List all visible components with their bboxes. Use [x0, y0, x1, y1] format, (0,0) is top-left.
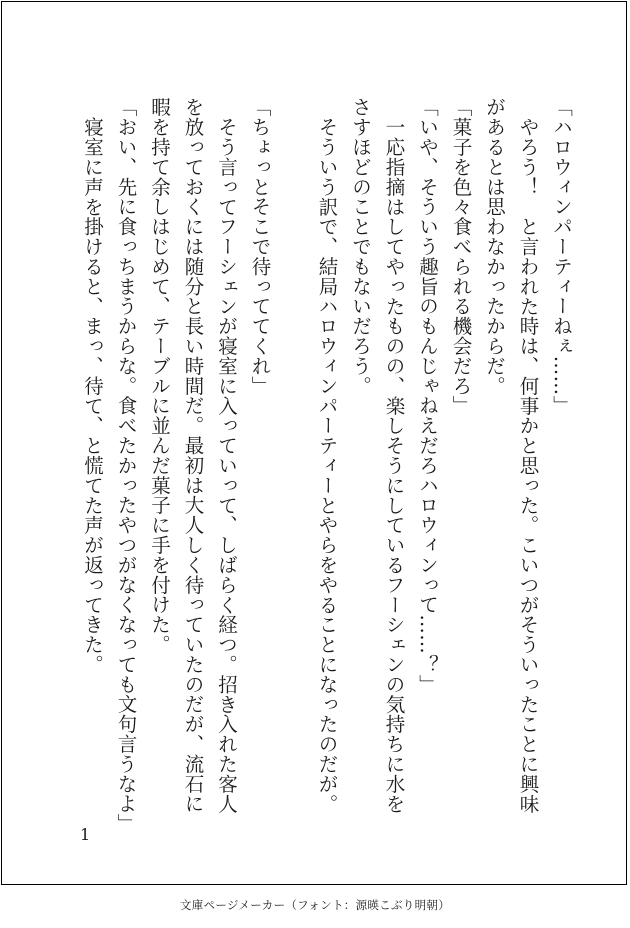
- line-10: 「ちょっとそこで待っててくれ」: [248, 97, 272, 396]
- line-13: 暇を持て余しはじめて、テーブルに並んだ菓子に手を付けた。: [148, 97, 171, 655]
- line-6: 一応指摘はしてやったものの、楽しそうにしているフーシェンの気持ちに水を: [382, 116, 406, 813]
- vertical-text-body: [78, 97, 578, 834]
- line-15: 寝室に声を掛けると、まっ、待て、と慌てた声が返ってきた。: [81, 116, 104, 674]
- line-5: 「いや、そういう趣旨のもんじゃねえだろハロウィンって……？」: [416, 97, 439, 694]
- line-3: があるとは思わなかったからだ。: [483, 97, 506, 396]
- footer-credit: 文庫ページメーカー（フォント：源暎こぶり明朝）: [179, 898, 451, 912]
- line-12: を放っておくには随分と長い時間だ。最初は大人しく待っていたのだが、流石に: [181, 97, 205, 814]
- line-7: さすほどのことでもないだろう。: [349, 97, 372, 396]
- blank-line: [277, 97, 311, 817]
- line-1: 「ハロウィンパーティーねぇ……」: [550, 97, 573, 416]
- line-14: 「おい、先に食っちまうからな。食べたかったやつがなくなっても文句言うなよ」: [114, 97, 138, 834]
- line-8: そういう訳で、結局ハロウィンパーティーとやらをやることになったのだが。: [315, 116, 339, 813]
- line-2: やろう！ と言われた時は、何事かと思った。こいつがそういったことに興味: [516, 116, 540, 813]
- page-number: 1: [80, 825, 91, 844]
- line-4: 「菓子を色々食べられる機会だろ」: [449, 97, 473, 416]
- page-frame: [1, 1, 627, 885]
- line-11: そう言ってフーシェンが寝室に入っていって、しばらく経つ。招き入れた客人: [215, 116, 238, 813]
